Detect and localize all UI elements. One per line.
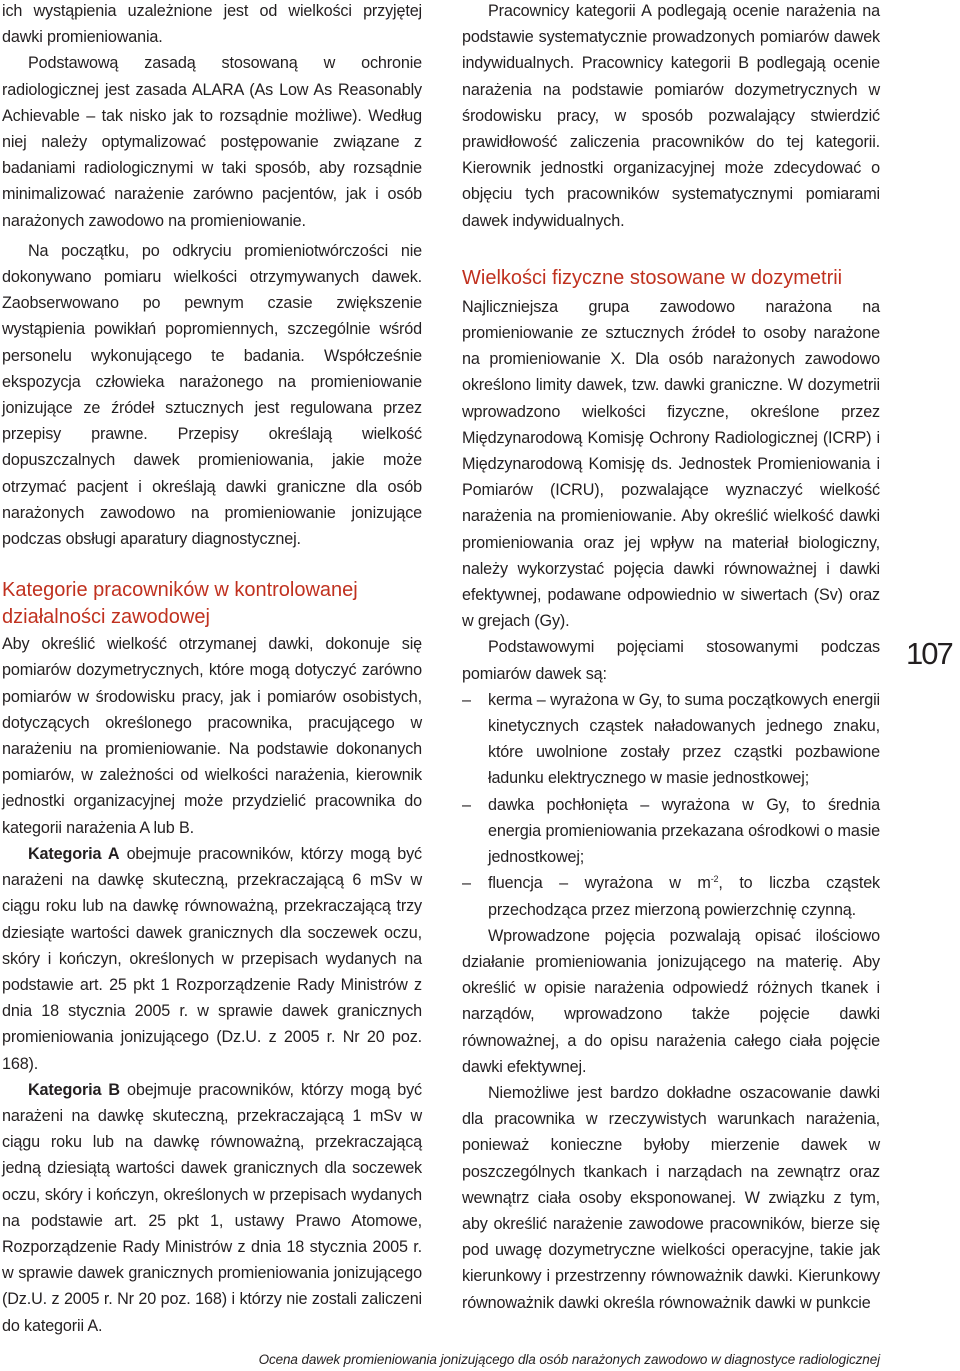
- page-number: 107: [906, 636, 952, 671]
- list-item-text-cont: , to liczba cząstek przechodząca przez mierzoną powierzchnię czynną.: [488, 874, 880, 919]
- paragraph-dose-limits: Najliczniejsza grupa zawodowo narażona na promieniowanie ze sztucznych źródeł to osoby narażone na promieniowanie X. Dla osób narażonych zawodowo określono limity dawek, tzw. dawki graniczne. W dozymetrii wprowadzono wielkości fizyczne, określone przez Międzynarodową Komisję Ochrony Radiologicznej (ICRP) i Międzynarodową Komisję ds. Jednostek Promieniowania i Pomiarów (ICRU), pozwalające wyznaczyć wielkość narażenia na promieniowanie. Aby określić wielkość dawki promieniowania oraz jej wpływ na materiał biologiczny, należy wykorzystać pojęcia dawki równoważnej i dawki efektywnej, podawane odpowiednio w siwertach (Sv) oraz w grejach (Gy).: [462, 297, 880, 631]
- list-dash: –: [462, 795, 471, 814]
- category-a-text: obejmuje pracowników, którzy mogą być narażeni na dawkę skuteczną, przekraczającą 6 mSv w ciągu roku lub na dawkę równoważną, przekraczającą trzy dziesiąte wartości dawek granicznych dla soczewek oczu, skóry i kończyn, określonych w przepisach wydanych na podstawie art. 25 pkt 1 Rozporządzenie Rady Ministrów z dnia 18 stycznia 2005 r. w sprawie dawek granicznych promieniowania jonizującego (Dz.U. z 2005 r. Nr 20 poz. 168).: [2, 844, 422, 1073]
- list-dash: –: [462, 874, 471, 893]
- paragraph-category-b: [2, 1077, 422, 1339]
- paragraph-category-assessment: Pracownicy kategorii A podlegają ocenie narażenia na podstawie systematycznie prowadzonych pomiarów dawek indywidualnych. Pracownicy kategorii B podlegają ocenie narażenia na podstawie pomiarów dozymetrycznych w środowisku pracy, w sposób pozwalający stwierdzić prawidłowość zaliczenia pracowników do tej kategorii. Kierownik jednostki organizacyjnej może zdecydować o objęciu tych pracowników systematycznymi pomiarami dawek indywidualnych.: [462, 2, 880, 230]
- list-item-text: dawka pochłonięta – wyrażona w Gy, to średnia energia promieniowania przekazana ośrodkowi o masie jednostkowej;: [488, 795, 880, 867]
- left-column: [2, 0, 422, 1339]
- paragraph-category-a: [2, 841, 422, 1077]
- category-b-text: obejmuje pracowników, którzy mogą być narażeni na dawkę skuteczną, przekraczającą 1 mSv w ciągu roku lub na dawkę równoważną, przekraczającą jedną dziesiątą wartości dawek granicznych dla soczewek oczu, skóry i kończyn, określonych w przepisach wydanych na podstawie art. 25 pkt 1, ustawy Prawo Atomowe, Rozporządzenie Rady Ministrów z dnia 18 stycznia 2005 r. w sprawie dawek granicznych promieniowania jonizującego (Dz.U. z 2005 r. Nr 20 poz. 168) i którzy nie zostali zaliczeni do kategorii A.: [2, 1080, 422, 1335]
- paragraph: ich wystąpienia uzależnione jest od wielkości przyjętej dawki promieniowania.: [2, 2, 422, 47]
- category-a-term: Kategoria A: [28, 844, 120, 863]
- list-item-text: kerma – wyrażona w Gy, to suma początkowych energii kinetycznych cząstek naładowanych jednego znaku, które uwolnione zostały przez cząstki pozbawione ładunku elektrycznego w masie jednostkowej;: [488, 690, 880, 788]
- section-heading-worker-categories: Kategorie pracowników w kontrolowanej działalności zawodowej: [2, 579, 358, 629]
- list-item-fluence: [462, 870, 880, 922]
- paragraph-operational-quantities: Niemożliwe jest bardzo dokładne oszacowanie dawki dla pracownika w rzeczywistych warunkach narażenia, ponieważ konieczne byłoby mierzenie dawek w poszczególnych tkankach i narządach na zewnątrz oraz wewnątrz ciała osoby eksponowanej. W związku z tym, aby określić narażenie zawodowe pracowników, bierze się pod uwagę dozymetryczne wielkości operacyjne, takie jak kierunkowy i przestrzenny równoważnik dawki. Kierunkowy równoważnik dawki określa równoważnik dawki w punkcie: [462, 1083, 880, 1312]
- section-heading-dosimetry-quantities: Wielkości fizyczne stosowane w dozymetrii: [462, 266, 843, 289]
- list-item-text: fluencja – wyrażona w m: [488, 874, 711, 893]
- paragraph-measurements: Aby określić wielkość otrzymanej dawki, dokonuje się pomiarów dozymetrycznych, które mogą dotyczyć zarówno pomiarów w środowisku pracy, jak i pomiarów osobistych, dotyczących określonego pracownika, pracującego w narażeniu na promieniowanie. Na podstawie dokonanych pomiarów, w zależności od wielkości narażenia, kierownik jednostki organizacyjnej może przydzielić pracownika do kategorii narażenia A lub B.: [2, 635, 422, 837]
- paragraph-alara: Podstawową zasadą stosowaną w ochronie radiologicznej jest zasada ALARA (As Low As Reasonably Achievable – tak nisko jak to rozsądnie możliwe). Według niej należy optymalizować postępowanie związane z badaniami radiologicznymi w taki sposób, aby rozsądnie minimalizować narażenie zarówno pacjentów, jak i osób narażonych zawodowo na promieniowanie.: [2, 54, 422, 230]
- paragraph-basic-concepts: Podstawowymi pojęciami stosowanymi podczas pomiarów dawek są:: [462, 638, 880, 683]
- paragraph-history: Na początku, po odkryciu promieniotwórczości nie dokonywano pomiaru wielkości otrzymywanych dawek. Zaobserwowano po pewnym czasie zwiększenie wystąpienia powikłań popromiennych, szczególnie wśród personelu wykonującego te badania. Współcześnie ekspozycja człowieka narażonego na promieniowanie jonizujące ze źródeł sztucznych jest regulowana przez przepisy prawne. Przepisy określają wielkość dopuszczalnych dawek promieniowania, jakie może otrzymać pacjent i określają dawki graniczne dla osób narażonych zawodowo na promieniowanie jonizujące podczas obsługi aparatury diagnostycznej.: [2, 241, 422, 549]
- right-column: [462, 0, 880, 1316]
- list-item-kerma: [462, 687, 880, 792]
- running-footer: Ocena dawek promieniowania jonizującego dla osób narażonych zawodowo w diagnostyce radiologicznej: [258, 1352, 880, 1367]
- list-dash: –: [462, 690, 471, 709]
- paragraph-equivalent-dose: Wprowadzone pojęcia pozwalają opisać ilościowo działanie promieniowania jonizującego na materię. Aby określić w opisie narażenia odpowiedź różnych tkanek i narządów, wprowadzono także pojęcie dawki równoważnej, a do opisu narażenia całego ciała pojęcie dawki efektywnej.: [462, 926, 880, 1076]
- category-b-term: Kategoria B: [28, 1080, 120, 1099]
- definitions-list: [462, 687, 880, 923]
- exponent: -2: [710, 874, 719, 885]
- list-item-absorbed-dose: [462, 792, 880, 871]
